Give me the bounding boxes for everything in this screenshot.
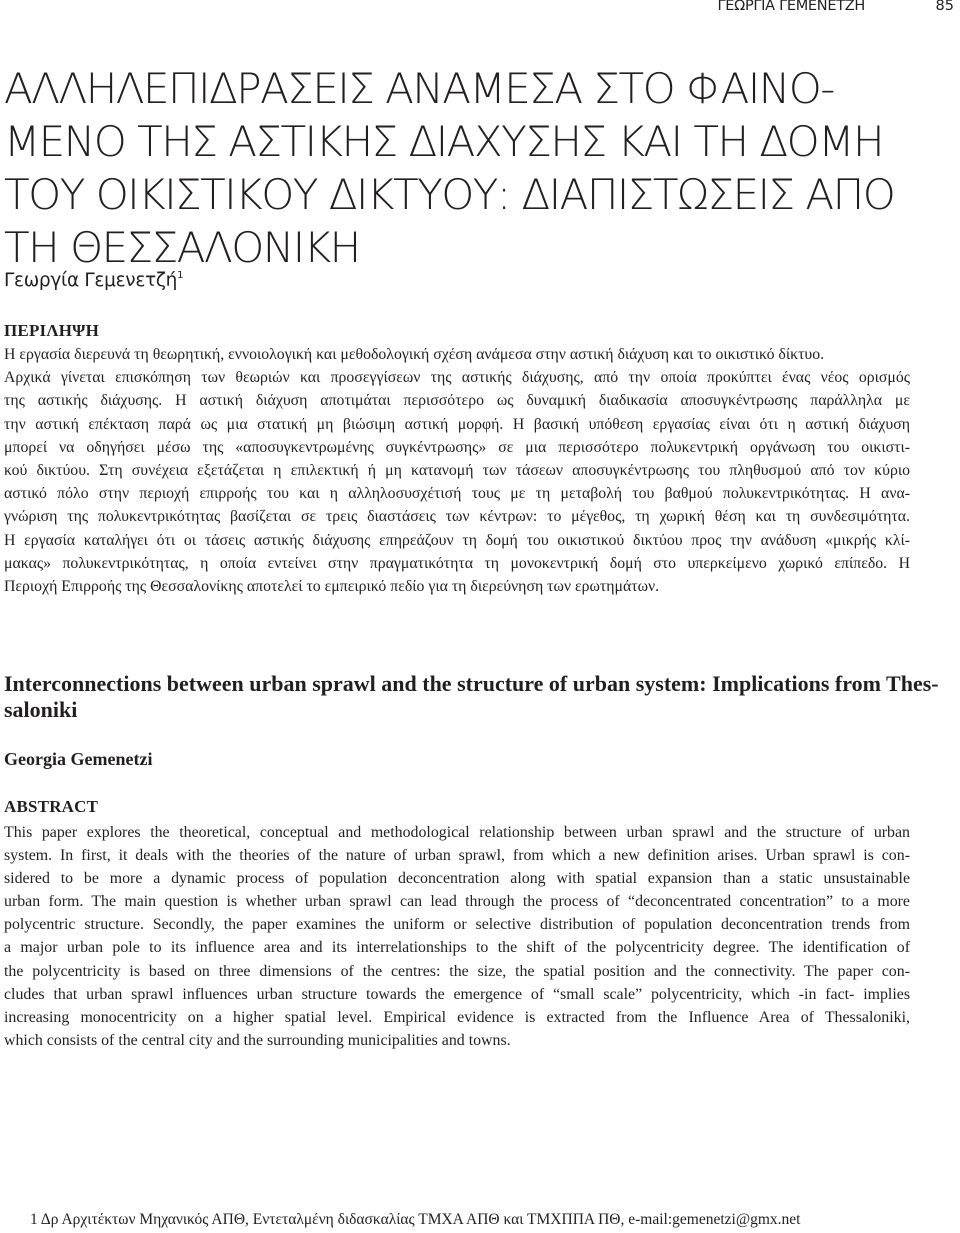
- greek-abstract-line: Περιοχή Επιρροής της Θεσσαλονίκης αποτελεί το εμπειρικό πεδίο για τη διερεύνηση των ερωτημάτων.: [4, 578, 660, 596]
- greek-abstract-line: Η εργασία καταλήγει ότι οι τάσεις αστικής διάχυσης επηρεάζουν τη δομή του οικιστικού δικτύου προς την ανάδυση «μικρής κλί-: [4, 531, 910, 549]
- greek-abstract-line: μακας» πολυκεντρικότητας, η οποία εντείνει στην πραγματικότητα τη μονοκεντρική δομή στο υπερκείμενο χωρικό επίπεδο. Η: [4, 554, 910, 572]
- english-abstract-line: system. In first, it deals with the theories of the nature of urban sprawl, from which a new definition arises. Urban sprawl is con-: [4, 847, 910, 865]
- greek-author-name: Γεωργία Γεμενετζή: [4, 270, 178, 291]
- greek-abstract-line: την αστική επέκταση παρά ως μια στατική μη βιώσιμη αστική μορφή. Η βασική υπόθεση εργασίας είναι ότι η αστική διάχυση: [4, 415, 910, 433]
- greek-abstract-heading: ΠΕΡΙΛΗΨΗ: [4, 321, 100, 340]
- greek-title: [4, 62, 929, 274]
- english-abstract-line: the polycentricity is based on three dimensions of the centres: the size, the spatial position and the connectivity. The paper con-: [4, 962, 910, 980]
- page-number: 85: [935, 0, 954, 14]
- english-abstract-heading: ABSTRACT: [4, 797, 99, 816]
- greek-title-line: ΜΕΝΟ ΤΗΣ ΑΣΤΙΚΗΣ ΔΙΑΧΥΣΗΣ ΚΑΙ ΤΗ ΔΟΜΗ: [4, 117, 884, 166]
- english-abstract-line: sidered to be more a dynamic process of population deconcentration along with spatial expansion than a static unsustainable: [4, 870, 910, 888]
- greek-abstract-line: γνώριση της πολυκεντρικότητας βασίζεται σε τρεις διαστάσεις των κέντρων: το μέγεθος, τη χωρική θέση και τη συνδεσιμότητα.: [4, 508, 910, 526]
- greek-title-line: ΤΗ ΘΕΣΣΑΛΟΝΙΚΗ: [4, 223, 360, 272]
- english-title: [4, 671, 939, 723]
- footnote-mark: 1: [177, 270, 184, 281]
- english-abstract-line: increasing monocentricity on a higher spatial level. Empirical evidence is extracted from the Influence Area of Thessaloniki,: [4, 1008, 910, 1026]
- english-abstract-line: cludes that urban sprawl influences urban structure towards the emergence of “small scale” polycentricity, which -in fact- implies: [4, 985, 910, 1003]
- english-abstract-line: polycentric structure. Secondly, the paper examines the uniform or selective distribution of population deconcentration trends from: [4, 916, 910, 934]
- greek-title-line: ΑΛΛΗΛΕΠΙΔΡΑΣΕΙΣ ΑΝΑΜΕΣΑ ΣΤΟ ΦΑΙΝΟ-: [4, 64, 834, 113]
- english-abstract-line: urban form. The main question is whether urban sprawl can lead through the process of “deconcentrated concentration” to a more: [4, 893, 910, 911]
- greek-author: [4, 270, 183, 291]
- greek-abstract: [4, 343, 910, 598]
- greek-abstract-line: της αστικής διάχυσης. Η αστική διάχυση αποτιμάται περισσότερο ως δυναμική διαδικασία αποσυγκέντρωσης παράλληλα με: [4, 392, 910, 410]
- english-abstract-line: This paper explores the theoretical, conceptual and methodological relationship between urban sprawl and the structure of urban: [4, 824, 910, 841]
- greek-abstract-line: μπορεί να οδηγήσει μέσω της «αποσυγκεντρωμένης συγκέντρωσης» σε μια περισσότερο πολυκεντρική οργάνωση του οικιστι-: [4, 438, 910, 456]
- greek-abstract-line: Η εργασία διερευνά τη θεωρητική, εννοιολογική και μεθοδολογική σχέση ανάμεσα στην αστική διάχυση και το οικιστικό δίκτυο.: [4, 346, 825, 363]
- english-abstract: [4, 821, 910, 1052]
- english-title-line: saloniki: [4, 697, 78, 722]
- running-head: ΓΕΩΡΓΙΑ ΓΕΜΕΝΕΤΖΗ: [717, 0, 865, 14]
- footnote: 1 Δρ Αρχιτέκτων Μηχανικός ΑΠΘ, Εντεταλμένη διδασκαλίας ΤΜΧΑ ΑΠΘ και ΤΜΧΠΠΑ ΠΘ, e-mail:gemenetzi@gmx.net: [30, 1211, 801, 1228]
- english-author: Georgia Gemenetzi: [4, 749, 153, 769]
- greek-title-line: ΤΟΥ ΟΙΚΙΣΤΙΚΟΥ ΔΙΚΤΥΟΥ: ΔΙΑΠΙΣΤΩΣΕΙΣ ΑΠΟ: [4, 170, 895, 219]
- greek-abstract-line: Αρχικά γίνεται επισκόπηση των θεωριών και προσεγγίσεων της αστικής διάχυσης, από την οποία προκύπτει ένας νέος ορισμός: [4, 369, 910, 387]
- english-abstract-line: a major urban pole to its influence area and its interrelationships to the shift of the polycentricity degree. The identification of: [4, 939, 910, 957]
- greek-abstract-line: αστικό πόλο στην περιοχή επιρροής του και η αλληλοσυσχέτισή τους με τη μεταβολή του βαθμού πολυκεντρικότητας. Η ανα-: [4, 485, 910, 503]
- english-title-line: Interconnections between urban sprawl and the structure of urban system: Implications from Thes-: [4, 671, 939, 696]
- english-abstract-line: which consists of the central city and the surrounding municipalities and towns.: [4, 1031, 511, 1049]
- greek-abstract-line: κού δικτύου. Στη συνέχεια εξετάζεται η επιλεκτική ή μη κατανομή των τάσεων αποσυγκέντρωσης του πληθυσμού από τον κύριο: [4, 462, 910, 480]
